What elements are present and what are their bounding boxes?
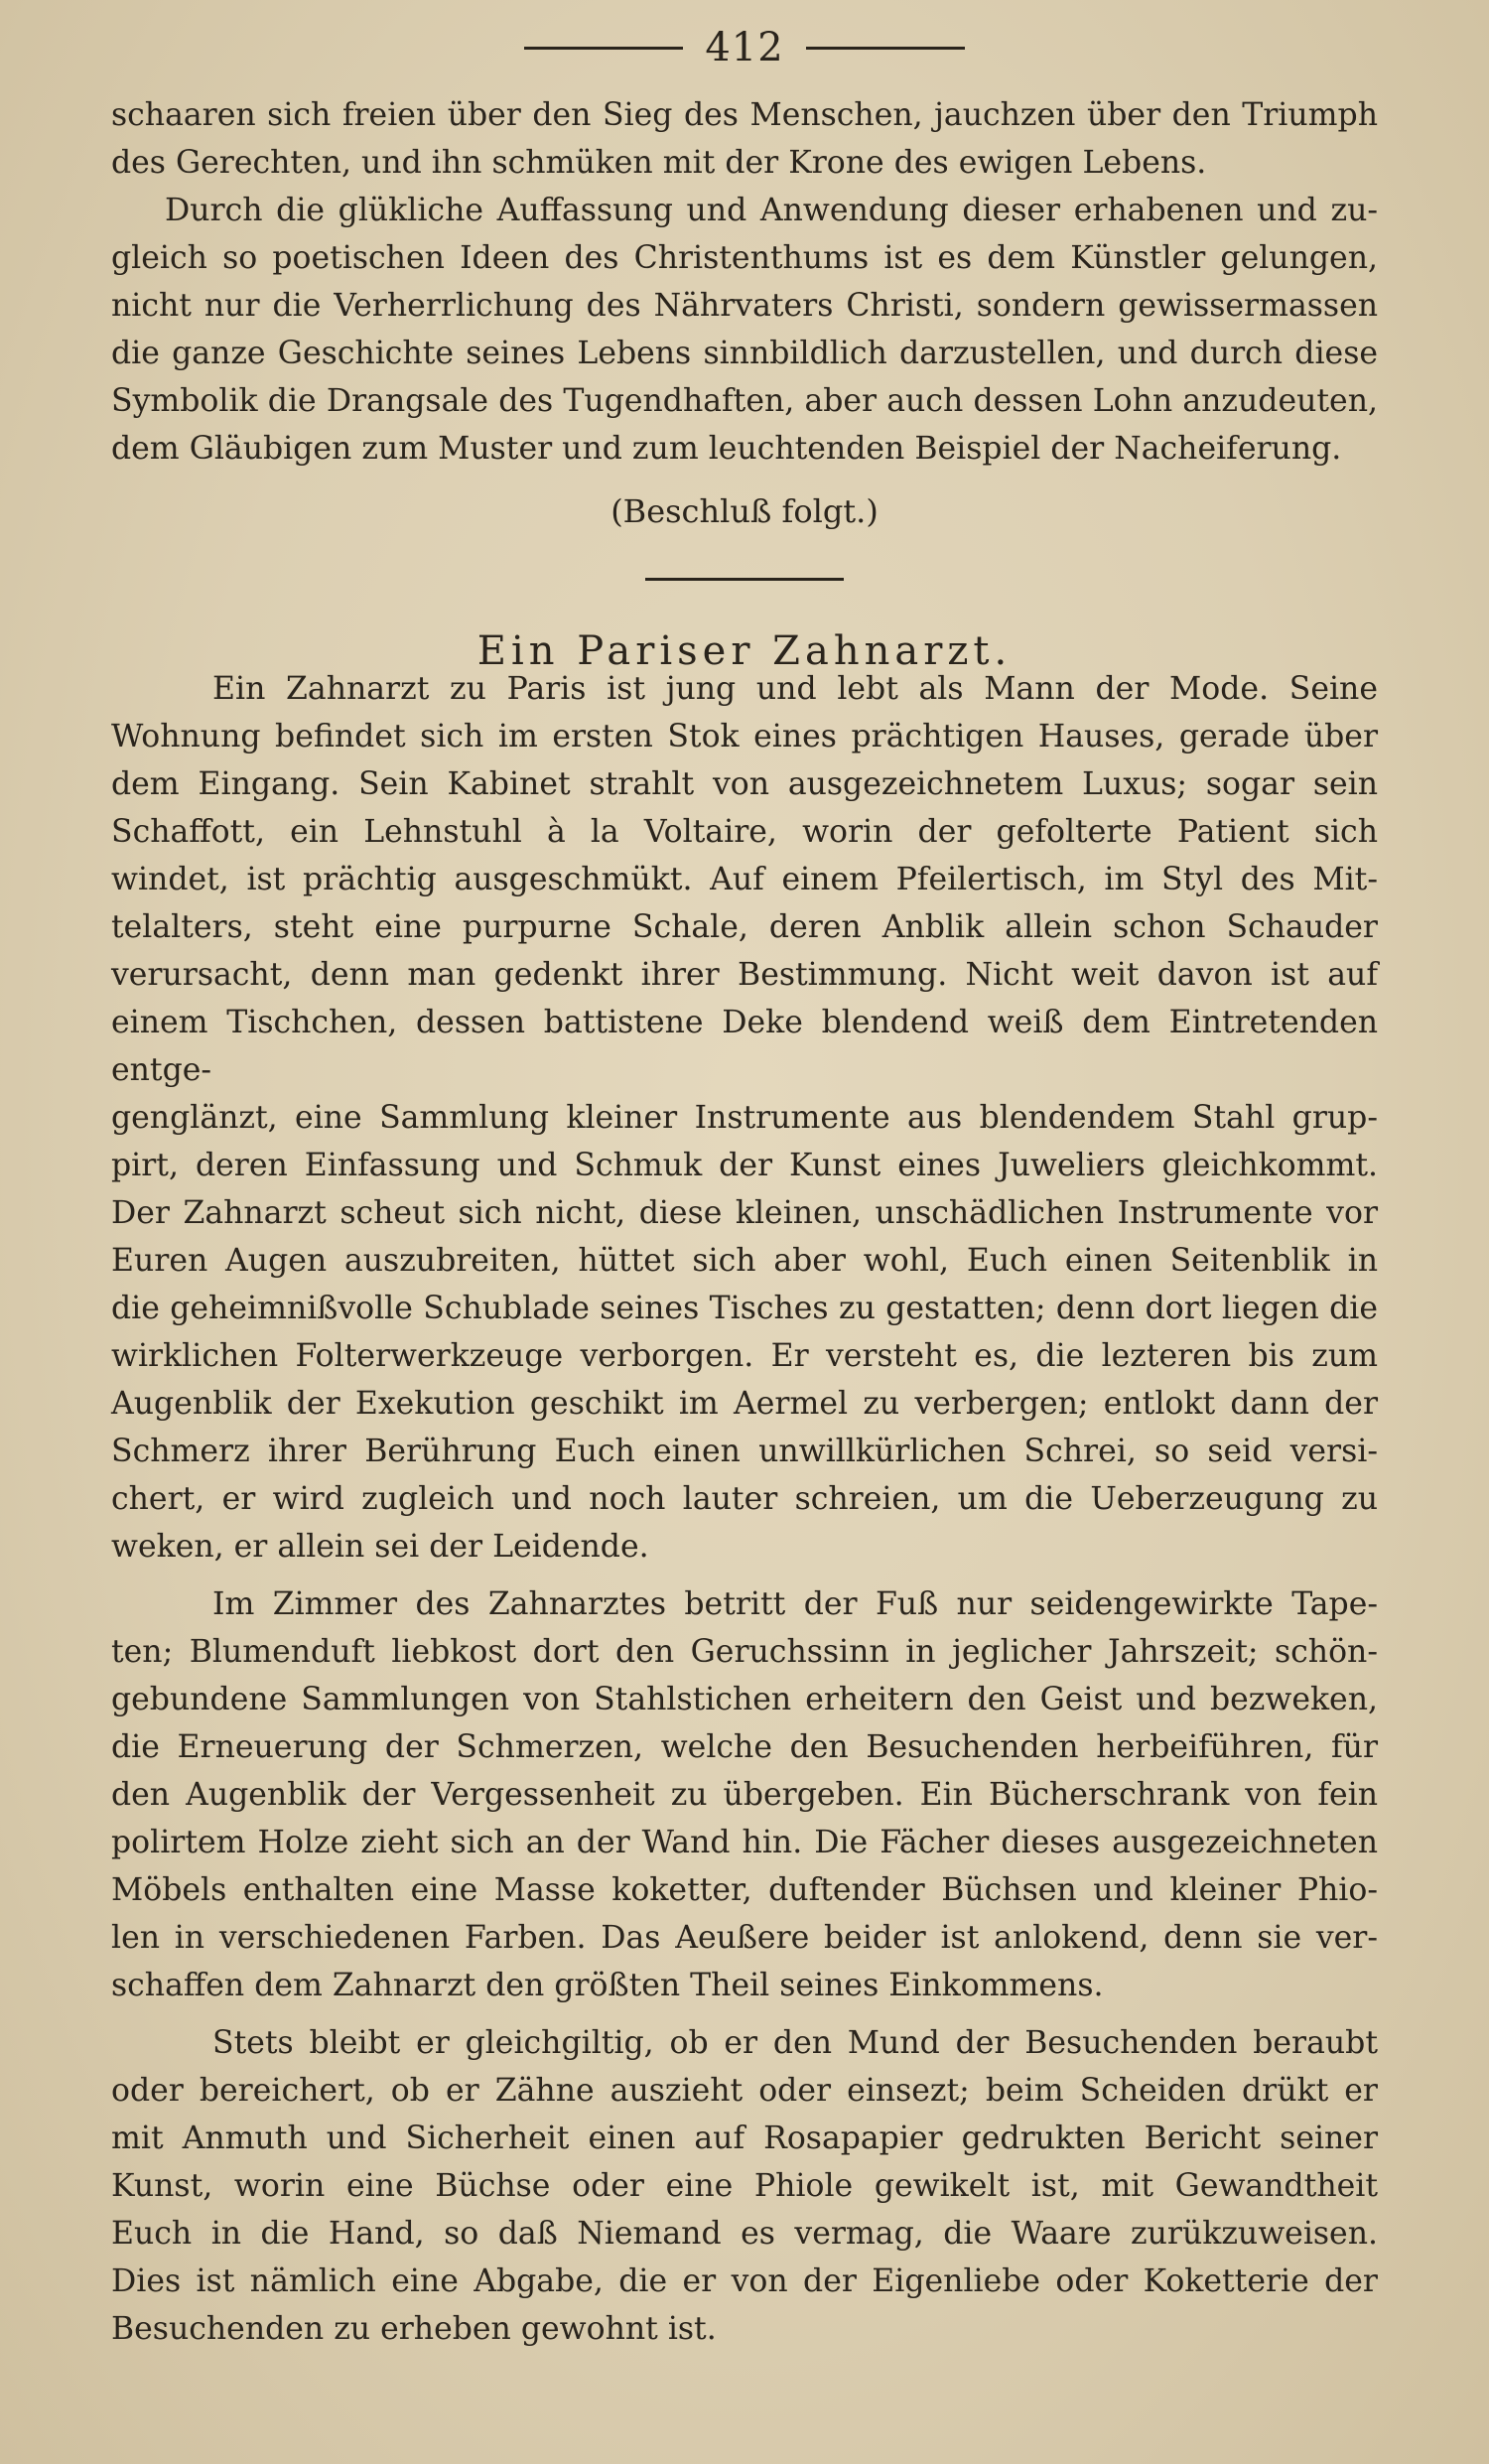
text-line: Dies ist nämlich eine Abgabe, die er von der Eigenliebe oder Koketterie der <box>111 2263 1378 2299</box>
text-line: schaffen dem Zahnarzt den größten Theil seines Einkommens. <box>111 1968 1104 2003</box>
page-header <box>0 18 1489 77</box>
text-line: Schaffott, ein Lehnstuhl à la Voltaire, worin der gefolterte Patient sich <box>111 814 1378 850</box>
text-line: Euch in die Hand, so daß Niemand es vermag, die Waare zurükzuweisen. <box>111 2216 1378 2252</box>
header-rule-right <box>806 47 965 50</box>
paragraph-closing <box>111 187 1378 473</box>
text-line: chert, er wird zugleich und noch lauter schreien, um die Ueberzeugung zu <box>111 1481 1378 1517</box>
article-body <box>111 665 1378 2353</box>
text-line: polirtem Holze zieht sich an der Wand hin. Die Fächer dieses ausgezeichneten <box>111 1825 1378 1860</box>
text-line: ten; Blumenduft liebkost dort den Geruchssinn in jeglicher Jahrszeit; schön- <box>111 1634 1378 1670</box>
text-line: oder bereichert, ob er Zähne auszieht oder einsezt; beim Scheiden drükt er <box>111 2073 1378 2109</box>
text-line: des Gerechten, und ihn schmüken mit der Krone des ewigen Lebens. <box>111 145 1207 181</box>
text-line: mit Anmuth und Sicherheit einen auf Rosapapier gedrukten Bericht seiner <box>111 2121 1378 2156</box>
text-line: die Erneuerung der Schmerzen, welche den Besuchenden herbeiführen, für <box>111 1729 1378 1765</box>
header-rule-left <box>524 47 683 50</box>
text-line: die geheimnißvolle Schublade seines Tisches zu gestatten; denn dort liegen die <box>111 1291 1378 1326</box>
text-line: gebundene Sammlungen von Stahlstichen erheitern den Geist und bezweken, <box>111 1682 1378 1717</box>
section-divider <box>645 578 844 581</box>
text-line: einem Tischchen, dessen battistene Deke blendend weiß dem Eintretenden entge- <box>111 1005 1378 1088</box>
text-line: schaaren sich freien über den Sieg des Menschen, jauchzen über den Triumph <box>111 97 1378 133</box>
text-line: gleich so poetischen Ideen des Christenthums ist es dem Künstler gelungen, <box>111 240 1378 276</box>
text-line: Stets bleibt er gleichgiltig, ob er den Mund der Besuchenden beraubt <box>212 2025 1378 2061</box>
text-line: Schmerz ihrer Berührung Euch einen unwillkürlichen Schrei, so seid versi- <box>111 1434 1378 1469</box>
paragraph-1 <box>111 665 1378 1571</box>
text-line: dem Eingang. Sein Kabinet strahlt von ausgezeichnetem Luxus; sogar sein <box>111 766 1378 802</box>
text-line: verursacht, denn man gedenkt ihrer Bestimmung. Nicht weit davon ist auf <box>111 957 1378 993</box>
text-line: len in verschiedenen Farben. Das Aeußere beider ist anlokend, denn sie ver- <box>111 1920 1378 1956</box>
article-title: Ein Pariser Zahnarzt. <box>476 628 1013 674</box>
page-number: 412 <box>705 25 784 70</box>
text-line: Ein Zahnarzt zu Paris ist jung und lebt als Mann der Mode. Seine <box>212 671 1378 707</box>
text-line: den Augenblik der Vergessenheit zu übergeben. Ein Bücherschrank von fein <box>111 1777 1378 1813</box>
text-line: Möbels enthalten eine Masse koketter, duftender Büchsen und kleiner Phio- <box>111 1872 1378 1908</box>
text-line: pirt, deren Einfassung und Schmuk der Kunst eines Juweliers gleichkommt. <box>111 1148 1378 1183</box>
text-line: die ganze Geschichte seines Lebens sinnbildlich darzustellen, und durch diese <box>111 336 1378 371</box>
text-line: Besuchenden zu erheben gewohnt ist. <box>111 2311 717 2347</box>
continued-note: (Beschluß folgt.) <box>610 492 879 530</box>
text-line: weken, er allein sei der Leidende. <box>111 1529 649 1565</box>
paragraph-continuation <box>111 91 1378 187</box>
text-line: Der Zahnarzt scheut sich nicht, diese kleinen, unschädlichen Instrumente vor <box>111 1195 1378 1231</box>
text-line: wirklichen Folterwerkzeuge verborgen. Er versteht es, die lezteren bis zum <box>111 1338 1378 1374</box>
text-line: Wohnung befindet sich im ersten Stok eines prächtigen Hauses, gerade über <box>111 719 1378 754</box>
text-line: Symbolik die Drangsale des Tugendhaften, aber auch dessen Lohn anzudeuten, <box>111 383 1378 419</box>
text-line: Im Zimmer des Zahnarztes betritt der Fuß nur seidengewirkte Tape- <box>212 1586 1378 1622</box>
text-line: Kunst, worin eine Büchse oder eine Phiole gewikelt ist, mit Gewandtheit <box>111 2168 1378 2204</box>
text-line: windet, ist prächtig ausgeschmükt. Auf einem Pfeilertisch, im Styl des Mit- <box>111 862 1378 897</box>
text-line: dem Gläubigen zum Muster und zum leuchtenden Beispiel der Nacheiferung. <box>111 431 1342 467</box>
text-line: genglänzt, eine Sammlung kleiner Instrumente aus blendendem Stahl grup- <box>111 1100 1378 1136</box>
paragraph-2 <box>111 1580 1378 2009</box>
text-line: Augenblik der Exekution geschikt im Aermel zu verbergen; entlokt dann der <box>111 1386 1378 1422</box>
text-line: telalters, steht eine purpurne Schale, deren Anblik allein schon Schauder <box>111 909 1378 945</box>
text-line: Euren Augen auszubreiten, hüttet sich aber wohl, Euch einen Seitenblik in <box>111 1243 1378 1279</box>
previous-article-ending <box>111 91 1378 473</box>
text-line: Durch die glükliche Auffassung und Anwendung dieser erhabenen und zu- <box>165 193 1378 228</box>
text-line: nicht nur die Verherrlichung des Nährvaters Christi, sondern gewissermassen <box>111 288 1378 324</box>
paragraph-3 <box>111 2019 1378 2353</box>
